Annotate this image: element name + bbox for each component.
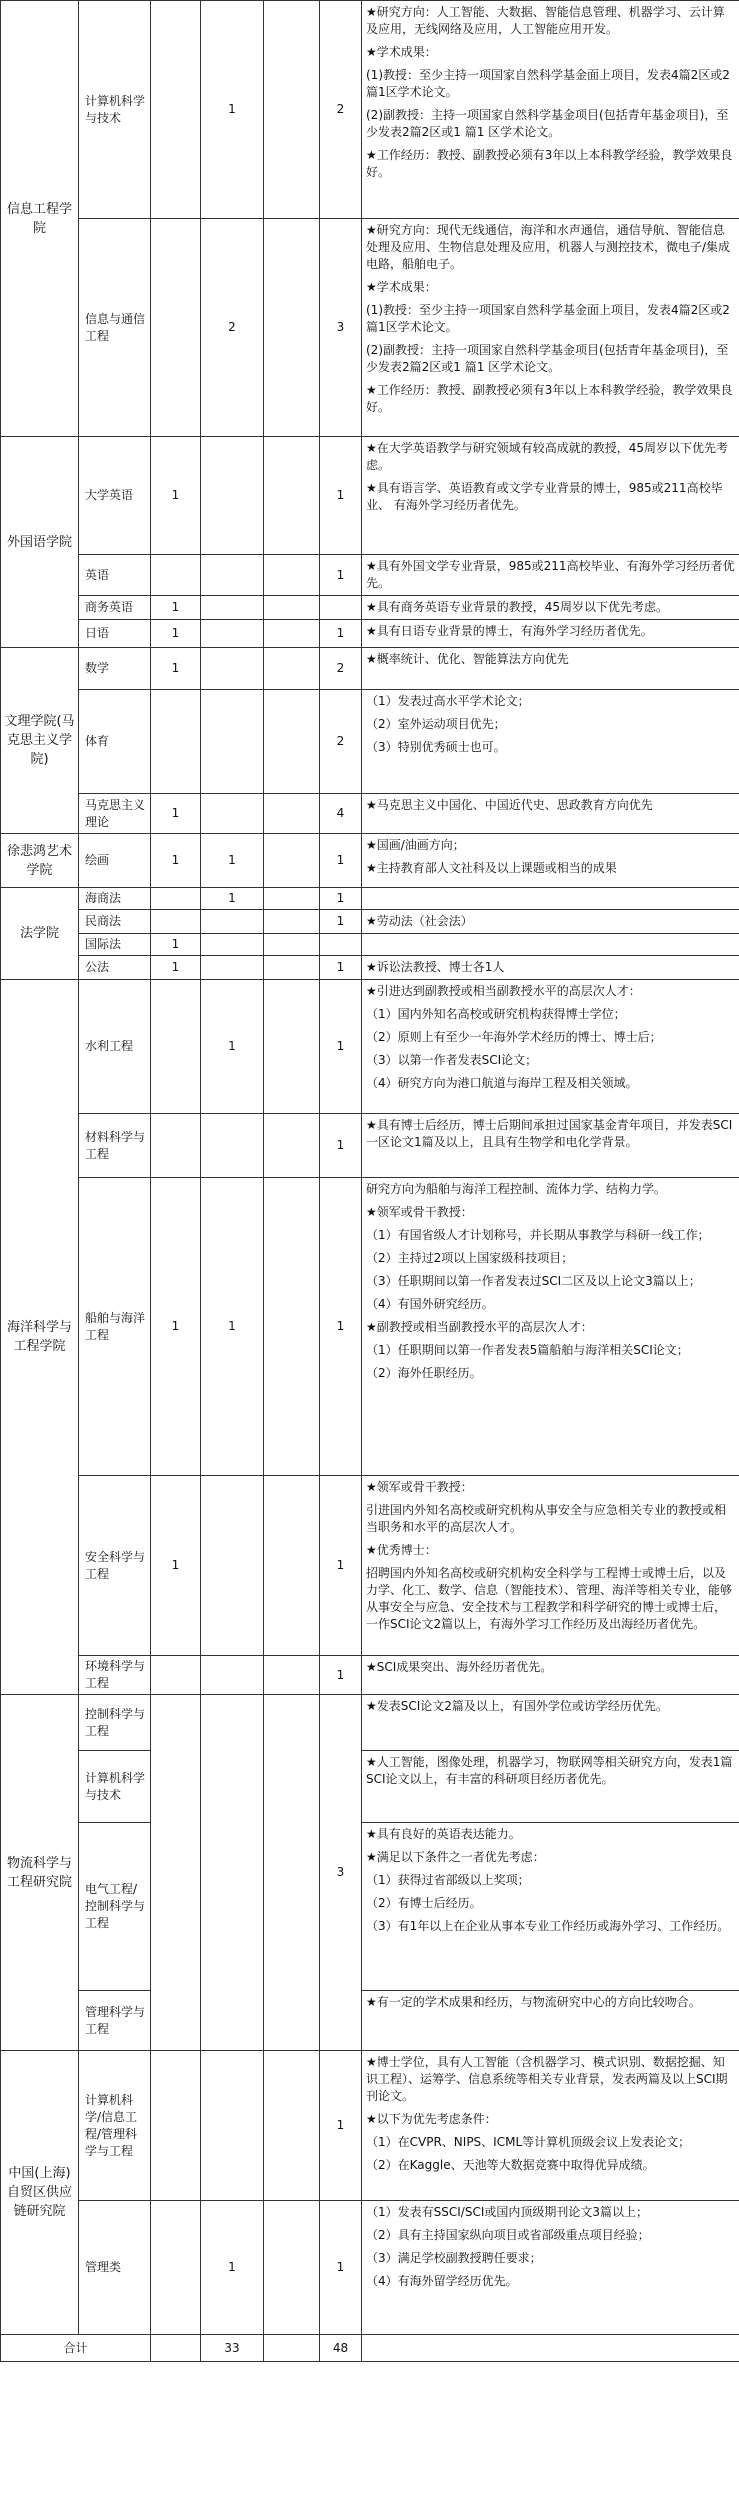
count-cell <box>201 956 264 980</box>
major-cell: 信息与通信工程 <box>79 219 151 437</box>
requirement-line: （4）有海外留学经历优先。 <box>366 2274 518 2288</box>
requirement-line: ★具有良好的英语表达能力。 <box>366 1827 521 1841</box>
count-cell: 1 <box>151 794 201 834</box>
table-row <box>1 888 739 910</box>
count-cell <box>264 219 320 437</box>
count-cell: 1 <box>320 910 362 934</box>
table-row <box>1 934 739 956</box>
requirement-line: (1)教授：至少主持一项国家自然科学基金面上项目，发表4篇2区或2篇1区学术论文。 <box>366 303 730 334</box>
requirements-cell <box>362 1695 739 1751</box>
total-row <box>1 2335 739 2362</box>
count-cell <box>264 934 320 956</box>
requirement-line: ★在大学英语教学与研究领域有较高成就的教授，45周岁以下优先考虑。 <box>366 441 729 472</box>
requirement-line: ★诉讼法教授、博士各1人 <box>366 960 505 974</box>
requirement-line: ★概率统计、优化、智能算法方向优先 <box>366 652 569 666</box>
count-cell <box>151 1114 201 1178</box>
major-cell: 计算机科学/信息工程/管理科学与工程 <box>79 2051 151 2201</box>
requirement-line: ★国画/油画方向； <box>366 838 465 852</box>
department-cell: 外国语学院 <box>1 437 79 648</box>
count-cell: 1 <box>201 1 264 219</box>
count-cell <box>151 1656 201 1695</box>
requirement-line: （1）有国省级人才计划称号，并长期从事教学与科研一线工作； <box>366 1228 710 1242</box>
count-cell: 1 <box>320 834 362 888</box>
count-cell <box>264 1695 320 2051</box>
requirement-line: ★引进达到副教授或相当副教授水平的高层次人才： <box>366 984 641 998</box>
requirement-line: （1）任职期间以第一作者发表5篇船舶与海洋相关SCI论文； <box>366 1343 689 1357</box>
count-cell <box>151 1695 201 2051</box>
count-cell: 1 <box>320 980 362 1114</box>
table-row <box>1 648 739 690</box>
requirements-cell <box>362 2051 739 2201</box>
count-cell: 1 <box>151 1178 201 1476</box>
requirement-line: ★副教授或相当副教授水平的高层次人才： <box>366 1320 593 1334</box>
requirements-cell <box>362 1 739 219</box>
requirement-line: ★研究方向：人工智能、大数据、智能信息管理、机器学习、云计算及应用，无线网络及应用，人工智能应用开发。 <box>366 5 725 36</box>
requirement-line: ★人工智能，图像处理，机器学习，物联网等相关研究方向，发表1篇SCI论文以上，有丰富的科研项目经历者优先。 <box>366 1755 733 1786</box>
requirement-line: （3）满足学校副教授聘任要求； <box>366 2251 542 2265</box>
table-row <box>1 980 739 1114</box>
requirement-line: ★SCI成果突出、海外经历者优先。 <box>366 1660 553 1674</box>
requirements-cell <box>362 555 739 596</box>
major-cell: 海商法 <box>79 888 151 910</box>
count-cell <box>264 2051 320 2201</box>
count-cell: 1 <box>320 1656 362 1695</box>
table-row <box>1 1178 739 1476</box>
count-cell <box>264 648 320 690</box>
total-cell <box>151 2335 201 2362</box>
table-row <box>1 1991 739 2051</box>
major-cell: 马克思主义理论 <box>79 794 151 834</box>
count-cell: 1 <box>201 834 264 888</box>
major-cell: 计算机科学与技术 <box>79 1751 151 1823</box>
count-cell <box>201 555 264 596</box>
count-cell: 2 <box>201 219 264 437</box>
count-cell <box>201 934 264 956</box>
total-cell: 33 <box>201 2335 264 2362</box>
count-cell <box>151 219 201 437</box>
major-cell: 水利工程 <box>79 980 151 1114</box>
total-label: 合计 <box>1 2335 151 2362</box>
requirements-cell <box>362 910 739 934</box>
count-cell <box>264 910 320 934</box>
requirements-cell <box>362 620 739 648</box>
count-cell: 1 <box>320 1114 362 1178</box>
requirements-cell <box>362 2201 739 2335</box>
requirement-line: ★工作经历：教授、副教授必须有3年以上本科教学经验，教学效果良好。 <box>366 383 733 414</box>
total-cell <box>264 2335 320 2362</box>
count-cell: 1 <box>151 620 201 648</box>
major-cell: 大学英语 <box>79 437 151 555</box>
major-cell: 体育 <box>79 690 151 794</box>
count-cell <box>201 2051 264 2201</box>
requirement-line: （2）有博士后经历。 <box>366 1896 482 1910</box>
total-cell: 48 <box>320 2335 362 2362</box>
requirement-line: (2)副教授：主持一项国家自然科学基金项目(包括青年基金项目)，至少发表2篇2区或1 篇1 区学术论文。 <box>366 343 729 374</box>
requirement-line: （3）特别优秀硕士也可。 <box>366 740 506 754</box>
major-cell: 公法 <box>79 956 151 980</box>
requirements-cell <box>362 1823 739 1991</box>
table-row <box>1 219 739 437</box>
count-cell: 1 <box>151 1476 201 1656</box>
table-row <box>1 690 739 794</box>
count-cell <box>264 2201 320 2335</box>
requirement-line: ★具有语言学、英语教育或文学专业背景的博士，985或211高校毕业、 有海外学习经历者优先。 <box>366 481 723 512</box>
major-cell: 控制科学与工程 <box>79 1695 151 1751</box>
count-cell: 1 <box>320 1178 362 1476</box>
table-row <box>1 2051 739 2201</box>
department-cell: 文理学院(马克思主义学院) <box>1 648 79 834</box>
count-cell <box>201 1114 264 1178</box>
table-row <box>1 1751 739 1823</box>
major-cell: 商务英语 <box>79 596 151 620</box>
count-cell <box>201 596 264 620</box>
count-cell: 1 <box>320 2051 362 2201</box>
count-cell <box>201 1476 264 1656</box>
table-row <box>1 437 739 555</box>
major-cell: 国际法 <box>79 934 151 956</box>
count-cell <box>151 555 201 596</box>
table-row <box>1 910 739 934</box>
count-cell: 3 <box>320 1695 362 2051</box>
count-cell <box>264 690 320 794</box>
count-cell: 1 <box>201 888 264 910</box>
requirement-line: （1）发表有SSCI/SCI或国内顶级期刊论文3篇以上； <box>366 2205 649 2219</box>
requirement-line: （2）原则上有至少一年海外学术经历的博士、博士后； <box>366 1030 662 1044</box>
major-cell: 英语 <box>79 555 151 596</box>
count-cell <box>264 437 320 555</box>
major-cell: 绘画 <box>79 834 151 888</box>
requirement-line: ★以下为优先考虑条件： <box>366 2112 497 2126</box>
requirement-line: ★工作经历：教授、副教授必须有3年以上本科教学经验，教学效果良好。 <box>366 148 733 179</box>
department-cell: 徐悲鸿艺术学院 <box>1 834 79 888</box>
count-cell <box>201 1695 264 2051</box>
major-cell: 安全科学与工程 <box>79 1476 151 1656</box>
requirement-line: （2）在Kaggle、天池等大数据竞赛中取得优异成绩。 <box>366 2158 655 2172</box>
requirement-line: （1）国内外知名高校或研究机构获得博士学位； <box>366 1007 626 1021</box>
requirement-line: ★劳动法（社会法） <box>366 914 473 928</box>
count-cell <box>151 888 201 910</box>
count-cell: 4 <box>320 794 362 834</box>
requirement-line: ★具有博士后经历，博士后期间承担过国家基金青年项目，并发表SCI一区论文1篇及以上，且具有生物学和电化学背景。 <box>366 1118 733 1149</box>
count-cell: 1 <box>320 620 362 648</box>
requirement-line: （4）有国外研究经历。 <box>366 1297 494 1311</box>
requirements-cell <box>362 219 739 437</box>
count-cell: 1 <box>320 956 362 980</box>
count-cell: 1 <box>151 437 201 555</box>
department-cell: 物流科学与工程研究院 <box>1 1695 79 2051</box>
requirement-line: （2）主持过2项以上国家级科技项目； <box>366 1251 574 1265</box>
count-cell: 1 <box>320 888 362 910</box>
table-row <box>1 794 739 834</box>
count-cell <box>264 620 320 648</box>
requirement-line: ★发表SCI论文2篇及以上，有国外学位或访学经历优先。 <box>366 1699 668 1713</box>
count-cell: 1 <box>320 437 362 555</box>
requirement-line: ★具有日语专业背景的博士，有海外学习经历者优先。 <box>366 624 653 638</box>
table-row <box>1 1656 739 1695</box>
major-cell: 材料科学与工程 <box>79 1114 151 1178</box>
count-cell: 1 <box>151 648 201 690</box>
count-cell <box>264 1178 320 1476</box>
count-cell <box>151 2201 201 2335</box>
count-cell <box>264 1656 320 1695</box>
count-cell <box>201 690 264 794</box>
requirement-line: ★领军或骨干教授： <box>366 1480 473 1494</box>
count-cell: 1 <box>320 1476 362 1656</box>
count-cell <box>264 794 320 834</box>
count-cell <box>151 2051 201 2201</box>
requirements-cell <box>362 596 739 620</box>
requirement-line: （2）具有主持国家纵向项目或省部级重点项目经验； <box>366 2228 650 2242</box>
requirement-line: ★满足以下条件之一者优先考虑： <box>366 1850 545 1864</box>
table-row <box>1 956 739 980</box>
table-row <box>1 1695 739 1751</box>
requirement-line: （1）发表过高水平学术论文； <box>366 694 530 708</box>
count-cell <box>201 620 264 648</box>
major-cell: 管理类 <box>79 2201 151 2335</box>
count-cell <box>151 980 201 1114</box>
requirement-line: （3）任职期间以第一作者发表过SCI二区及以上论文3篇以上； <box>366 1274 701 1288</box>
count-cell <box>264 1 320 219</box>
table-row <box>1 1823 739 1991</box>
requirements-cell <box>362 1114 739 1178</box>
requirement-line: （1）在CVPR、NIPS、ICML等计算机顶级会议上发表论文； <box>366 2135 691 2149</box>
count-cell <box>151 910 201 934</box>
count-cell <box>264 980 320 1114</box>
department-cell: 法学院 <box>1 888 79 980</box>
requirement-line: （2）海外任职经历。 <box>366 1366 482 1380</box>
count-cell <box>151 690 201 794</box>
table-row <box>1 596 739 620</box>
count-cell <box>201 437 264 555</box>
count-cell <box>264 834 320 888</box>
count-cell: 1 <box>320 555 362 596</box>
requirement-line: （3）有1年以上在企业从事本专业工作经历或海外学习、工作经历。 <box>366 1919 730 1933</box>
table-row <box>1 1114 739 1178</box>
requirements-cell <box>362 1991 739 2051</box>
requirement-line: (1)教授：至少主持一项国家自然科学基金面上项目，发表4篇2区或2篇1区学术论文。 <box>366 68 730 99</box>
count-cell: 3 <box>320 219 362 437</box>
count-cell <box>264 555 320 596</box>
major-cell: 日语 <box>79 620 151 648</box>
count-cell <box>201 648 264 690</box>
requirement-line: ★具有商务英语专业背景的教授，45周岁以下优先考虑。 <box>366 600 669 614</box>
table-row <box>1 834 739 888</box>
major-cell: 计算机科学与技术 <box>79 1 151 219</box>
table-row <box>1 1 739 219</box>
requirements-cell <box>362 1656 739 1695</box>
requirement-line: ★有一定的学术成果和经历，与物流研究中心的方向比较吻合。 <box>366 1995 701 2009</box>
count-cell: 1 <box>320 2201 362 2335</box>
count-cell <box>264 956 320 980</box>
count-cell: 1 <box>151 934 201 956</box>
count-cell <box>264 596 320 620</box>
requirements-cell <box>362 934 739 956</box>
requirements-cell <box>362 794 739 834</box>
requirement-line: ★学术成果： <box>366 45 437 59</box>
requirement-line: （1）获得过省部级以上奖项； <box>366 1873 530 1887</box>
count-cell: 1 <box>201 2201 264 2335</box>
requirements-cell <box>362 437 739 555</box>
count-cell: 1 <box>151 834 201 888</box>
requirements-cell <box>362 980 739 1114</box>
count-cell: 2 <box>320 1 362 219</box>
department-cell: 中国(上海)自贸区供应链研究院 <box>1 2051 79 2335</box>
count-cell <box>151 1 201 219</box>
requirement-line: 招聘国内外知名高校或研究机构安全科学与工程博士或博士后，以及力学、化工、数学、信息（智能技术）、管理、海洋等相关专业，能够从事安全与应急、安全技术与工程教学和科学研究的博士或博士后，一作SCI论文2篇以上，有海外学习工作经历及出海经历者优先。 <box>366 1566 733 1631</box>
requirement-line: ★优秀博士： <box>366 1543 437 1557</box>
count-cell <box>201 910 264 934</box>
count-cell: 1 <box>201 1178 264 1476</box>
requirements-cell <box>362 1476 739 1656</box>
requirement-line: 研究方向为船舶与海洋工程控制、流体力学、结构力学。 <box>366 1182 667 1196</box>
count-cell <box>201 794 264 834</box>
requirements-cell <box>362 1751 739 1823</box>
requirement-line: ★学术成果： <box>366 280 437 294</box>
count-cell <box>264 1114 320 1178</box>
table-row <box>1 1476 739 1656</box>
requirements-cell <box>362 1178 739 1476</box>
requirements-cell <box>362 956 739 980</box>
requirements-cell <box>362 888 739 910</box>
requirements-cell <box>362 834 739 888</box>
requirement-line: ★主持教育部人文社科及以上课题或相当的成果 <box>366 861 617 875</box>
table-row <box>1 2201 739 2335</box>
requirement-line: ★博士学位，具有人工智能（含机器学习、模式识别、数据挖掘、知识工程）、运筹学、信息系统等相关专业背景，发表两篇及以上SCI期刊论文。 <box>366 2055 728 2103</box>
count-cell <box>264 888 320 910</box>
requirement-line: ★研究方向：现代无线通信，海洋和水声通信，通信导航、智能信息处理及应用、生物信息处理及应用，机器人与测控技术，微电子/集成电路，船舶电子。 <box>366 223 731 271</box>
department-cell: 海洋科学与工程学院 <box>1 980 79 1695</box>
requirement-line: （2）室外运动项目优先； <box>366 717 506 731</box>
major-cell: 船舶与海洋工程 <box>79 1178 151 1476</box>
requirement-line: ★领军或骨干教授： <box>366 1205 473 1219</box>
major-cell: 环境科学与工程 <box>79 1656 151 1695</box>
requirement-line: ★马克思主义中国化、中国近代史、思政教育方向优先 <box>366 798 653 812</box>
requirement-line: 引进国内外知名高校或研究机构从事安全与应急相关专业的教授或相当职务和水平的高层次人才。 <box>366 1503 727 1534</box>
requirement-line: （4）研究方向为港口航道与海岸工程及相关领域。 <box>366 1076 638 1090</box>
count-cell: 1 <box>201 980 264 1114</box>
major-cell: 数学 <box>79 648 151 690</box>
major-cell: 电气工程/控制科学与工程 <box>79 1823 151 1991</box>
department-cell: 信息工程学院 <box>1 1 79 437</box>
count-cell <box>264 1476 320 1656</box>
table-row <box>1 620 739 648</box>
requirement-line: （3）以第一作者发表SCI论文； <box>366 1053 538 1067</box>
major-cell: 民商法 <box>79 910 151 934</box>
count-cell <box>320 934 362 956</box>
count-cell: 1 <box>151 956 201 980</box>
requirement-line: ★具有外国文学专业背景，985或211高校毕业、有海外学习经历者优先。 <box>366 559 735 590</box>
requirements-cell <box>362 690 739 794</box>
count-cell <box>201 1656 264 1695</box>
count-cell: 2 <box>320 690 362 794</box>
requirement-line: (2)副教授：主持一项国家自然科学基金项目(包括青年基金项目)，至少发表2篇2区或1 篇1 区学术论文。 <box>366 108 729 139</box>
count-cell: 1 <box>151 596 201 620</box>
major-cell: 管理科学与工程 <box>79 1991 151 2051</box>
requirements-cell <box>362 648 739 690</box>
count-cell <box>320 596 362 620</box>
count-cell: 2 <box>320 648 362 690</box>
total-requirements <box>362 2335 739 2362</box>
table-row <box>1 555 739 596</box>
